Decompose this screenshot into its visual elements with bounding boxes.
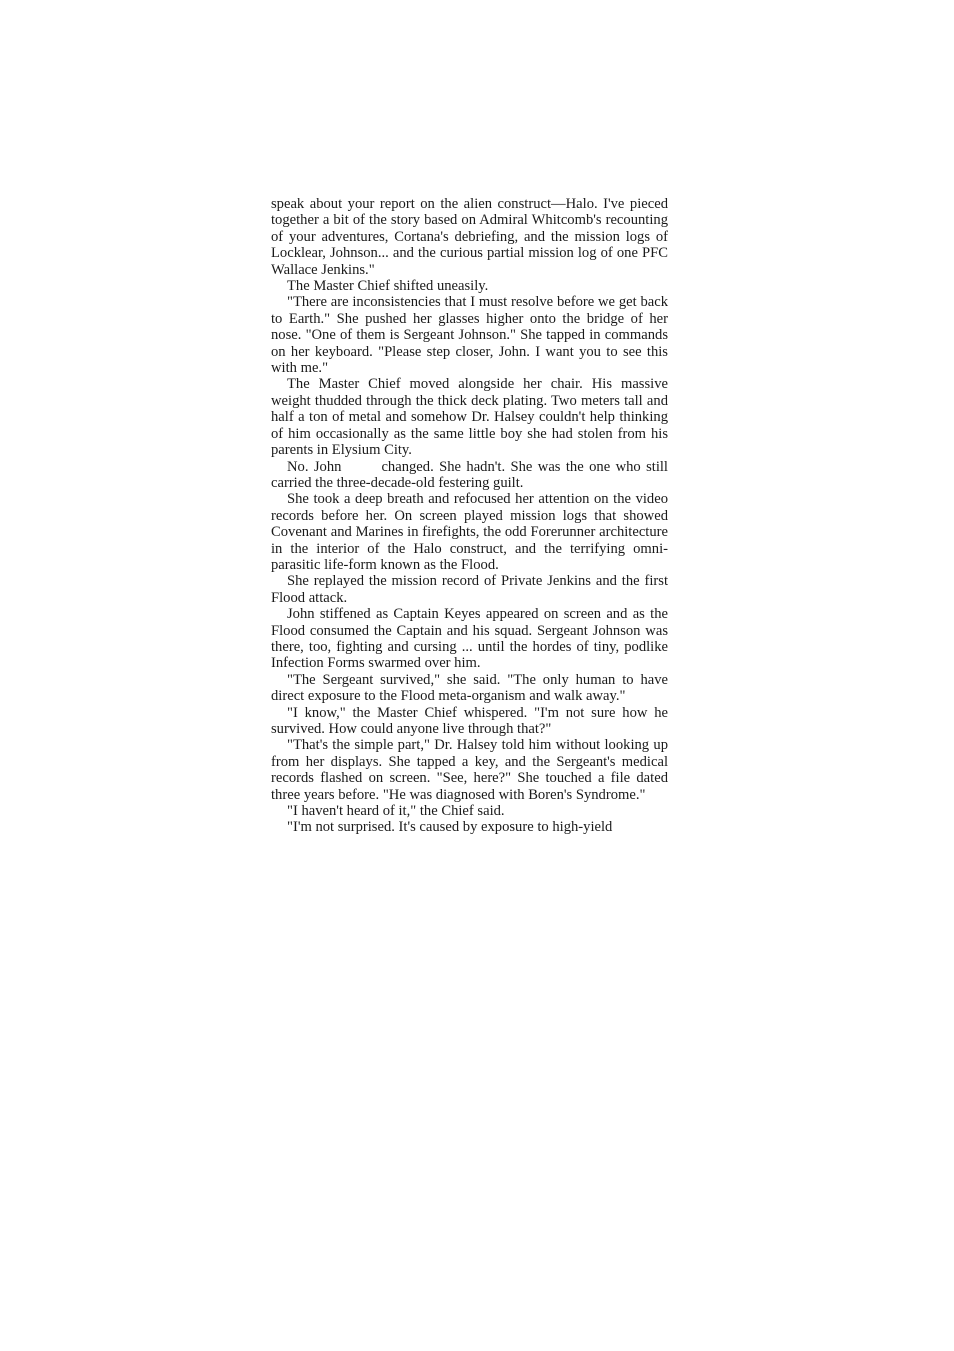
paragraph: "I haven't heard of it," the Chief said. (287, 803, 505, 820)
paragraph: "I'm not surprised. It's caused by exposure to high-yield (287, 819, 613, 836)
paragraph: "That's the simple part," Dr. Halsey told him without looking up from her displays. She tapped a key, and the Sergeant's medical records flashed on screen. "See, here?" She touched a file dated three years before. "He was diagnosed with Boren's Syndrome." (271, 737, 668, 803)
paragraph: "I know," the Master Chief whispered. "I'm not sure how he survived. How could anyone live through that?" (271, 704, 668, 737)
paragraph: She replayed the mission record of Private Jenkins and the first Flood attack. (271, 573, 668, 606)
paragraph: She took a deep breath and refocused her attention on the video records before her. On screen played mission logs that showed Covenant and Marines in firefights, the odd Forerunner architecture in the interior of the Halo construct, and the terrifying omni-parasitic life-form known as the Flood. (271, 491, 668, 573)
paragraph-fragment: changed. She hadn't. She was the one who still carried the three-decade-old festering guilt. (271, 458, 668, 491)
paragraph: "There are inconsistencies that I must resolve before we get back to Earth." She pushed her glasses higher onto the bridge of her nose. "One of them is Sergeant Johnson." She tapped in commands on her keyboard. "Please step closer, John. I want you to see this with me." (271, 294, 668, 377)
paragraph: John stiffened as Captain Keyes appeared on screen and as the Flood consumed the Captain and his squad. Sergeant Johnson was there, too, fighting and cursing ... until the hordes of tiny, podlike Infection Forms swarmed over him. (271, 606, 668, 672)
paragraph: speak about your report on the alien construct—Halo. I've pieced together a bit of the story based on Admiral Whitcomb's recounting of your adventures, Cortana's debriefing, and the mission logs of Locklear, Johnson... and the curious partial mission log of one PFC Wallace Jenkins." (271, 196, 668, 278)
paragraph: The Master Chief shifted uneasily. (287, 278, 489, 295)
body-text (271, 196, 668, 836)
paragraph-with-gap (271, 459, 668, 492)
paragraph: "The Sergeant survived," she said. "The only human to have direct exposure to the Flood meta-organism and walk away." (271, 671, 668, 705)
paragraph-fragment: No. John (287, 458, 342, 475)
paragraph: The Master Chief moved alongside her chair. His massive weight thudded through the thick deck plating. Two meters tall and half a ton of metal and somehow Dr. Halsey couldn't help thinking of him occasionally as the same little boy she had stolen from his parents in Elysium City. (271, 376, 668, 459)
